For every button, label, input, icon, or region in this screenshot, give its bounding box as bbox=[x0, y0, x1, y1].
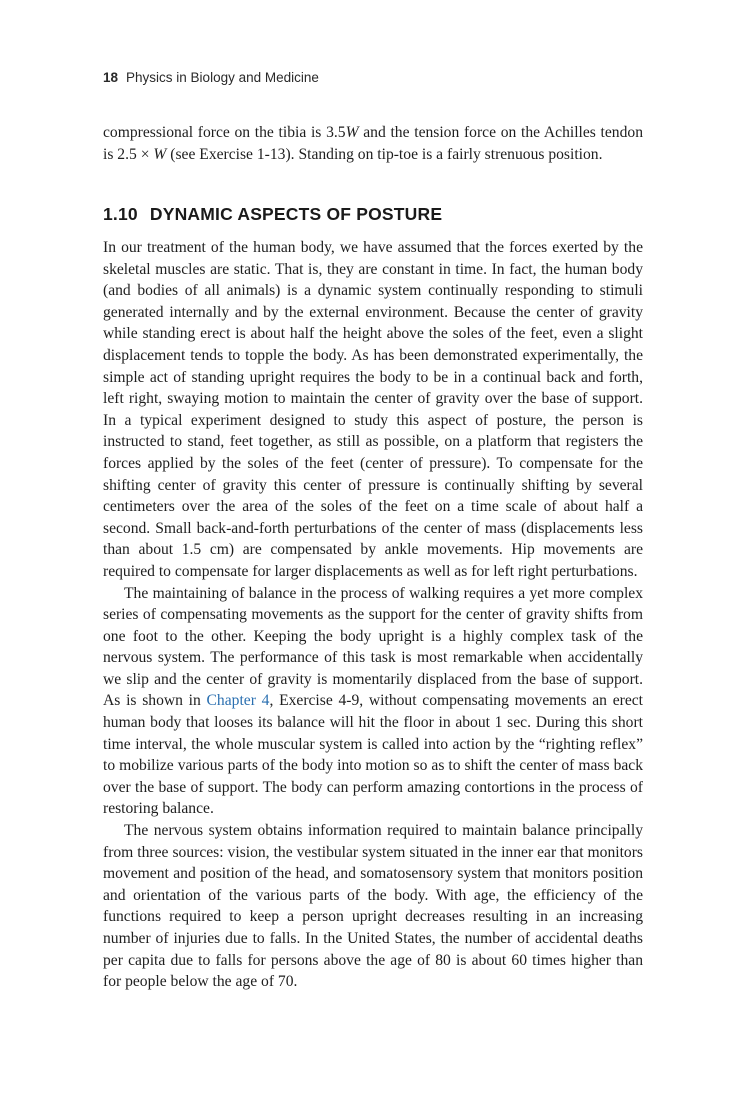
weight-symbol: W bbox=[153, 145, 167, 163]
chapter-4-link[interactable]: Chapter 4 bbox=[206, 692, 270, 710]
book-title: Physics in Biology and Medicine bbox=[126, 70, 319, 85]
paragraph-1: In our treatment of the human body, we have assumed that the forces exerted by the skeletal muscles are static. That is, they are constant in time. In fact, the human body (and bodies of all animals) is a dynamic system continually responding to stimuli generated internally and by the external environment. Because the center of gravity while standing erect is about half the height above the soles of the feet, even a slight displacement tends to topple the body. As has been demonstrated experimentally, the simple act of standing upright requires the body to be in a continual back and forth, left right, swaying motion to maintain the center of gravity over the base of support. In a typical experiment designed to study this aspect of posture, the person is instructed to stand, feet together, as still as possible, on a platform that registers the forces applied by the soles of the feet (center of pressure). To compensate for the shifting center of gravity this center of pressure is continually shifting by several centimeters over the area of the soles of the feet on a time scale of about half a second. Small back-and-forth perturbations of the center of mass (displacements less than about 1.5 cm) are compensated by ankle movements. Hip movements are required to compensate for larger displacements as well as for left right perturbations. bbox=[103, 239, 643, 580]
paragraph-3: The nervous system obtains information required to maintain balance principally from three sources: vision, the vestibular system situated in the inner ear that monitors movement and position of the head, and somatosensory system that monitors position and orientation of the various parts of the body. With age, the efficiency of the functions required to keep a person upright decreases resulting in an increasing number of injuries due to falls. In the United States, the number of accidental deaths per capita due to falls for persons above the age of 80 is about 60 times higher than for people below the age of 70. bbox=[103, 822, 643, 991]
running-header bbox=[103, 70, 319, 85]
section-title: DYNAMIC ASPECTS OF POSTURE bbox=[149, 204, 443, 224]
weight-symbol: W bbox=[345, 124, 359, 141]
page-number: 18 bbox=[103, 70, 119, 85]
lead-text-2: and the tension force on the Achilles tendon is 2.5 × bbox=[103, 124, 643, 163]
lead-paragraph bbox=[103, 122, 643, 165]
paragraph-2-text-before: The maintaining of balance in the process of walking requires a yet more complex series of compensating movements as the support for the center of gravity shifts from one foot to the other. Keeping the body upright is a highly complex task of the nervous system. The performance of this task is most remarkable when accidentally we slip and the center of gravity is momentarily displaced from the base of support. As is shown in bbox=[103, 584, 643, 710]
paragraph-2 bbox=[103, 583, 643, 821]
paragraph-2-text-after: , Exercise 4-9, without compensating movements an erect human body that looses its balance will hit the floor in about 1 sec. During this short time interval, the whole muscular system is called into action by the “righting reflex” to mobilize various parts of the body into motion so as to shift the center of mass back over the base of support. The body can perform amazing contortions in the process of restoring balance. bbox=[103, 692, 644, 818]
section-heading bbox=[103, 204, 643, 225]
lead-text-3: (see Exercise 1-13). Standing on tip-toe is a fairly strenuous position. bbox=[166, 145, 603, 163]
lead-text-1: compressional force on the tibia is 3.5 bbox=[103, 124, 346, 141]
section-body bbox=[103, 237, 643, 993]
section-number: 1.10 bbox=[103, 204, 138, 224]
